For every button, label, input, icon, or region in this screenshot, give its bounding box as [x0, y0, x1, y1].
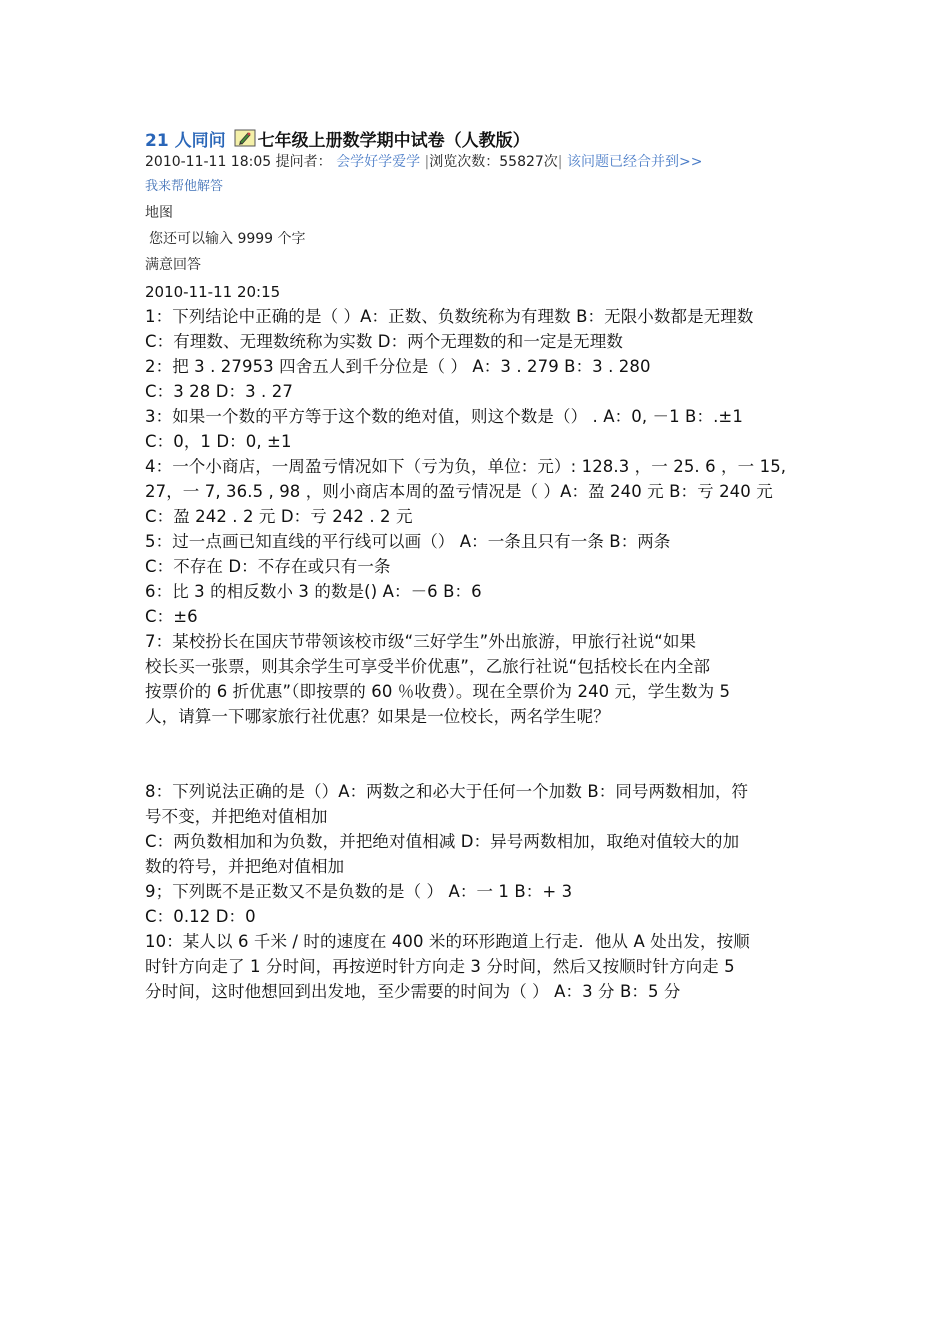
- question-datetime: 2010-11-11 18:05: [145, 154, 272, 170]
- question-title-row: [145, 126, 815, 150]
- question-line: 3：如果一个数的平方等于这个数的绝对值，则这个数是（） . A：0, －1 B：.±1: [145, 407, 743, 426]
- input-hint: 您还可以输入 9999 个字: [149, 231, 306, 247]
- question-line: 7：某校扮长在国庆节带领该校市级“三好学生”外出旅游，甲旅行社说“如果: [145, 632, 697, 651]
- question-line: 9；下列既不是正数又不是负数的是（ ） A：一 1 B：+ 3: [145, 882, 573, 901]
- separator: |: [557, 154, 563, 170]
- question-line: C：0，1 D：0, ±1: [145, 432, 292, 451]
- asker-label: 提问者：: [275, 154, 332, 170]
- asker-name-link[interactable]: 会学好学爱学: [336, 154, 421, 170]
- question-line: 号不变，并把绝对值相加: [145, 807, 328, 826]
- question-item: [145, 579, 815, 629]
- merged-question-link[interactable]: 该问题已经合并到>>: [566, 154, 703, 170]
- question-item: [145, 629, 815, 729]
- question-item: [145, 454, 815, 529]
- question-line: C：不存在 D：不存在或只有一条: [145, 557, 391, 576]
- map-label: 地图: [145, 205, 173, 221]
- help-answer-link[interactable]: 我来帮他解答: [145, 179, 224, 194]
- best-answer-label: 满意回答: [145, 257, 201, 273]
- question-line: 8：下列说法正确的是（）A：两数之和必大于任何一个加数 B：同号两数相加，符: [145, 782, 749, 801]
- question-line: C：3 28 D：3 . 27: [145, 382, 293, 401]
- question-line: 6：比 3 的相反数小 3 的数是() A：－6 B：6: [145, 582, 482, 601]
- views-count: 55827: [499, 154, 544, 170]
- question-item: [145, 354, 815, 404]
- question-line: C：两负数相加和为负数，并把绝对值相减 D：异号两数相加，取绝对值较大的加: [145, 832, 740, 851]
- question-line: 人，请算一下哪家旅行社优惠？如果是一位校长，两名学生呢？: [145, 707, 610, 726]
- question-line: 校长买一张票，则其余学生可享受半价优惠”，乙旅行社说“包括校长在内全部: [145, 657, 711, 676]
- question-line: C：盈 242 . 2 元 D：亏 242 . 2 元: [145, 507, 413, 526]
- question-item: [145, 779, 815, 879]
- question-meta: [145, 151, 815, 173]
- question-line: 2：把 3 . 27953 四舍五人到千分位是（ ） A：3 . 279 B：3 . 280: [145, 357, 651, 376]
- question-line: 10：某人以 6 千米 / 时的速度在 400 米的环形跑道上行走．他从 A 处出发，按顺: [145, 932, 750, 951]
- question-line: 27，一 7, 36.5 , 98 ，则小商店本周的盈亏情况是（ ）A：盈 240 元 B：亏 240 元: [145, 482, 773, 501]
- answer-datetime: 2010-11-11 20:15: [145, 283, 281, 301]
- views-label: 浏览次数：: [429, 154, 500, 170]
- question-line: 时针方向走了 1 分时间，再按逆时针方向走 3 分时间，然后又按顺时针方向走 5: [145, 957, 735, 976]
- question-line: 按票价的 6 折优惠”（即按票的 60 ％收费）。现在全票价为 240 元，学生数为 5: [145, 682, 731, 701]
- document-page: [145, 126, 815, 1004]
- question-line: C：有理数、无理数统称为实数 D：两个无理数的和一定是无理数: [145, 332, 623, 351]
- blank-gap: [145, 729, 815, 779]
- question-line: 数的符号，并把绝对值相加: [145, 857, 345, 876]
- question-line: C：0.12 D：0: [145, 907, 256, 926]
- question-item: [145, 304, 815, 354]
- question-line: 分时间，这时他想回到出发地，至少需要的时间为（ ） A：3 分 B：5 分: [145, 982, 681, 1001]
- edit-pencil-icon: [234, 129, 256, 147]
- question-line: C：±6: [145, 607, 198, 626]
- separator: |: [424, 154, 430, 170]
- views-unit: 次: [543, 154, 558, 170]
- question-line: 4：一个小商店，一周盈亏情况如下（亏为负，单位：元）: 128.3 ，一 25. 6 ，一 15,: [145, 457, 787, 476]
- asker-count-link[interactable]: 21 人同问: [145, 130, 226, 151]
- question-line: 1：下列结论中正确的是（ ）A：正数、负数统称为有理数 B：无限小数都是无理数: [145, 307, 754, 326]
- question-item: [145, 529, 815, 579]
- question-item: [145, 929, 815, 1004]
- question-item: [145, 404, 815, 454]
- question-line: 5：过一点画已知直线的平行线可以画（） A：一条且只有一条 B：两条: [145, 532, 671, 551]
- question-title: 七年级上册数学期中试卷（人教版）: [257, 130, 530, 151]
- question-item: [145, 879, 815, 929]
